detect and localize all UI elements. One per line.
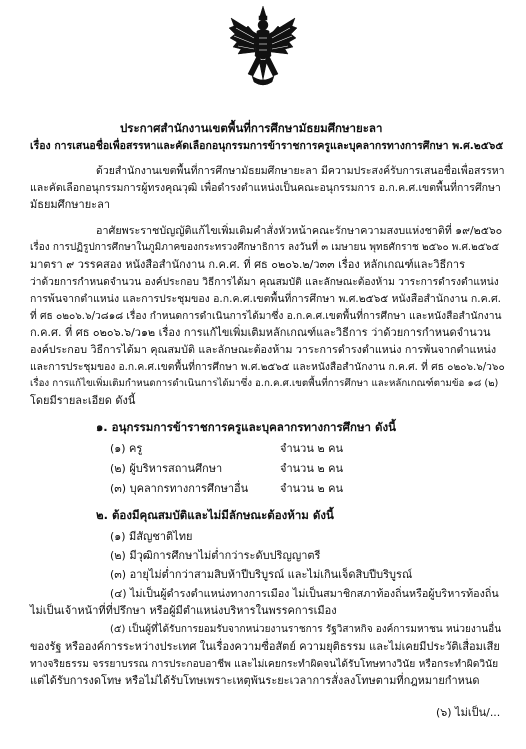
paragraph-line: มัธยมศึกษายะลา xyxy=(30,198,111,211)
section-1-item-count: จำนวน ๒ คน xyxy=(280,442,343,455)
paragraph-line: ด้วยสำนักงานเขตพื้นที่การศึกษามัธยมศึกษายะลา มีความประสงค์รับการเสนอชื่อเพื่อสรรหา xyxy=(96,165,505,177)
paragraph-line: มาตรา ๙ วรรคสอง หนังสือสำนักงาน ก.ค.ศ. ที่ ศธ ๐๒๐๖.๒/ว๓๓ เรื่อง หลักเกณฑ์และวิธีการ xyxy=(30,258,466,271)
section-1-heading: ๑. อนุกรรมการข้าราชการครูและบุคลากรทางการศึกษา ดังนี้ xyxy=(96,420,396,434)
paragraph-line: และการประชุมของ อ.ก.ค.ศ.เขตพื้นที่การศึกษา พ.ศ.๒๕๖๕ และหนังสือสำนักงาน ก.ค.ศ. ที่ ศธ ๐๒๐๖.๖/ว๖๐ xyxy=(30,361,505,373)
section-2-item: (๓) อายุไม่ต่ำกว่าสามสิบห้าปีบริบูรณ์ และไม่เกินเจ็ดสิบปีบริบูรณ์ xyxy=(110,568,413,581)
section-1-item-label: (๑) ครู xyxy=(110,442,143,455)
section-1-item-label: (๓) บุคลากรทางการศึกษาอื่น xyxy=(110,482,249,495)
section-2-item-cont: ของรัฐ หรือองค์การระหว่างประเทศ ในเรื่องความซื่อสัตย์ ความยุติธรรม และไม่เคยมีประวัติเสื่อมเสีย xyxy=(30,640,500,653)
section-2-heading: ๒. ต้องมีคุณสมบัติและไม่มีลักษณะต้องห้าม ดังนี้ xyxy=(96,508,334,522)
section-2-item-cont: แต่ได้รับการงดโทษ หรือไม่ได้รับโทษเพราะเหตุพ้นระยะเวลาการสั่งลงโทษตามที่กฎหมายกำหนด xyxy=(30,674,480,687)
section-2-item: (๔) ไม่เป็นผู้ดำรงตำแหน่งทางการเมือง ไม่เป็นสมาชิกสภาท้องถิ่นหรือผู้บริหารท้องถิ่น xyxy=(110,587,499,600)
paragraph-line: อาศัยพระราชบัญญัติแก้ไขเพิ่มเติมคำสั่งหัวหน้าคณะรักษาความสงบแห่งชาติที่ ๑๙/๒๕๖๐ xyxy=(96,224,503,237)
section-2-item-cont: ไม่เป็นเจ้าหน้าที่ที่ปรึกษา หรือผู้มีตำแหน่งบริหารในพรรคการเมือง xyxy=(30,604,337,617)
section-1-item-count: จำนวน ๒ คน xyxy=(280,462,343,475)
continuation-marker: (๖) ไม่เป็น/... xyxy=(436,706,501,719)
garuda-emblem-icon xyxy=(228,4,298,98)
announcement-subject: เรื่อง การเสนอชื่อเพื่อสรรหาและคัดเลือกอนุกรรมการข้าราชการครูและบุคลากรทางการศึกษา พ.ศ.๒๕๖๕ xyxy=(30,140,504,152)
paragraph-line: ว่าด้วยการกำหนดจำนวน องค์ประกอบ วิธีการได้มา คุณสมบัติ และลักษณะต้องห้าม วาระการดำรงตำแหน่ง xyxy=(30,276,499,288)
paragraph-line: ก.ค.ศ. ที่ ศธ ๐๒๐๖.๖/ว๑๒ เรื่อง การแก้ไขเพิ่มเติมหลักเกณฑ์และวิธีการ ว่าด้วยการกำหนดจำนวน xyxy=(30,326,491,339)
paragraph-line: และคัดเลือกอนุกรรมการผู้ทรงคุณวุฒิ เพื่อดำรงตำแหน่งเป็นคณะอนุกรรมการ อ.ก.ค.ศ.เขตพื้นที่การศึกษา xyxy=(30,182,501,194)
paragraph-line: เรื่อง การแก้ไขเพิ่มเติมกำหนดการดำเนินการได้มาซึ่ง อ.ก.ค.ศ.เขตพื้นที่การศึกษา และหลักเกณฑ์ตามข้อ ๑๘ (๒) xyxy=(30,378,499,389)
paragraph-line: เรื่อง การปฏิรูปการศึกษาในภูมิภาคของกระทรวงศึกษาธิการ ลงวันที่ ๓ เมษายน พุทธศักราช ๒๕๖๐ พ.ศ.๒๕๖๕ xyxy=(30,242,500,253)
paragraph-line: โดยมีรายละเอียด ดังนี้ xyxy=(30,394,136,407)
paragraph-line: องค์ประกอบ วิธีการได้มา คุณสมบัติ และลักษณะต้องห้าม วาระการดำรงตำแหน่ง การพ้นจากตำแหน่ง xyxy=(30,343,497,356)
paragraph-line: ที่ ศธ ๐๒๐๖.๖/ว๘๑๘ เรื่อง กำหนดการดำเนินการได้มาซึ่ง อ.ก.ค.ศ.เขตพื้นที่การศึกษา และหนังสือสำนักงาน xyxy=(30,310,502,322)
section-1-item-label: (๒) ผู้บริหารสถานศึกษา xyxy=(110,462,223,475)
section-2-item-cont: ทางจริยธรรม จรรยาบรรณ การประกอบอาชีพ และไม่เคยกระทำผิดจนได้รับโทษทางวินัย หรือกระทำผิดวินัย xyxy=(30,658,499,670)
section-2-item: (๕) เป็นผู้ที่ได้รับการยอมรับจากหน่วยงานราชการ รัฐวิสาหกิจ องค์การมหาชน หน่วยงานอื่น xyxy=(110,624,502,635)
section-2-item: (๒) มีวุฒิการศึกษาไม่ต่ำกว่าระดับปริญญาตรี xyxy=(110,549,321,562)
paragraph-line: การพ้นจากตำแหน่ง และการประชุมของ อ.ก.ค.ศ.เขตพื้นที่การศึกษา พ.ศ.๒๕๖๕ หนังสือสำนักงาน ก.ค.ศ. xyxy=(30,293,501,305)
announcement-title: ประกาศสำนักงานเขตพื้นที่การศึกษามัธยมศึกษายะลา xyxy=(120,121,383,135)
section-1-item-count: จำนวน ๒ คน xyxy=(280,482,343,495)
section-2-item: (๑) มีสัญชาติไทย xyxy=(110,530,193,543)
